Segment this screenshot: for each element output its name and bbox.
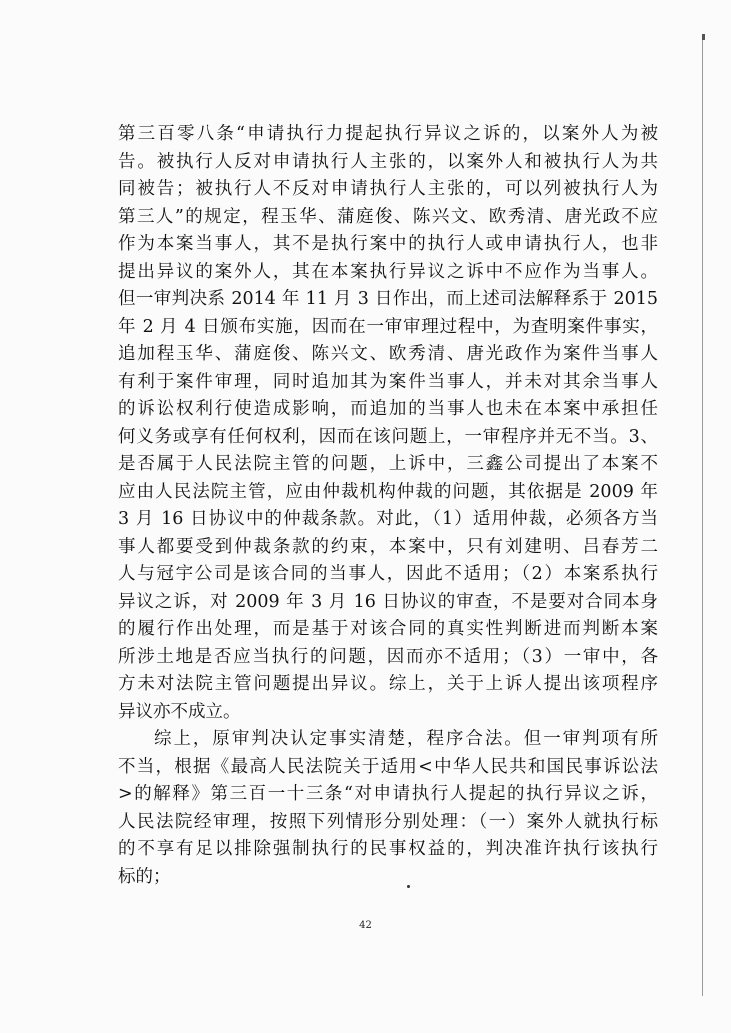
text-line: 有利于案件审理，同时追加其为案件当事人，并未对其余当事人 [118, 371, 658, 392]
text-line: 所涉土地是否应当执行的问题，因而亦不适用；（3）一审中，各 [118, 646, 658, 667]
text-line: 第三百零八条“申请执行力提起执行异议之诉的，以案外人为被 [118, 124, 658, 144]
text-line: 的不享有足以排除强制执行的民事权益的，判决准许执行该执行 [118, 839, 658, 859]
text-line: 提出异议的案外人，其在本案执行异议之诉中不应作为当事人。 [118, 261, 658, 282]
text-line: 3 月 16 日协议中的仲裁条款。对此，（1）适用仲裁，必须各方当 [118, 509, 658, 529]
text-line: 同被告；被执行人不反对申请执行人主张的，可以列被执行人为 [118, 179, 658, 199]
scan-speck [407, 885, 410, 888]
text-line: 异议之诉，对 2009 年 3 月 16 日协议的审查，不是要对合同本身 [118, 591, 658, 612]
text-line: 年 2 月 4 日颁布实施，因而在一审审理过程中，为查明案件事实， [118, 316, 658, 337]
text-line: 应由人民法院主管，应由仲裁机构仲裁的问题，其依据是 2009 年 [118, 481, 658, 502]
text-line: 不当，根据《最高人民法院关于适用<中华人民共和国民事诉讼法 [118, 756, 658, 777]
text-line: 告。被执行人反对申请执行人主张的，以案外人和被执行人为共 [118, 151, 658, 172]
text-line: 何义务或享有任何权利，因而在该问题上，一审程序并无不当。3、 [118, 426, 658, 447]
text-line: 的履行作出处理，而是基于对该合同的真实性判断进而判断本案 [118, 619, 658, 639]
text-line: 方未对法院主管问题提出异议。综上，关于上诉人提出该项程序 [118, 674, 658, 694]
text-line: 异议亦不成立。 [118, 701, 241, 722]
page-number: 42 [359, 920, 372, 931]
text-line: 人与冠宇公司是该合同的当事人，因此不适用；（2）本案系执行 [118, 564, 658, 584]
text-line: 作为本案当事人，其不是执行案中的执行人或申请执行人，也非 [118, 234, 658, 254]
text-line: 事人都要受到仲裁条款的约束，本案中，只有刘建明、吕春芳二 [118, 536, 658, 557]
text-line: 的诉讼权利行使造成影响，而追加的当事人也未在本案中承担任 [118, 399, 658, 419]
text-line: 人民法院经审理，按照下列情形分别处理：（一）案外人就执行标 [118, 811, 658, 832]
page-edge-mark [702, 34, 705, 40]
text-line: 但一审判决系 2014 年 11 月 3 日作出，而上述司法解释系于 2015 [118, 289, 658, 309]
paragraph-first-line: 综上，原审判决认定事实清楚，程序合法。但一审判项有所 [154, 729, 658, 749]
page-edge-line [702, 36, 703, 996]
text-line: 追加程玉华、蒲庭俊、陈兴文、欧秀清、唐光政作为案件当事人 [118, 344, 658, 364]
text-line-partial: 标的； [118, 866, 171, 887]
document-body [118, 121, 658, 887]
text-line: 第三人”的规定，程玉华、蒲庭俊、陈兴文、欧秀清、唐光政不应 [118, 206, 658, 227]
text-line: >的解释》第三百一十三条“对申请执行人提起的执行异议之诉， [118, 784, 658, 804]
text-line: 是否属于人民法院主管的问题，上诉中，三鑫公司提出了本案不 [118, 454, 658, 474]
